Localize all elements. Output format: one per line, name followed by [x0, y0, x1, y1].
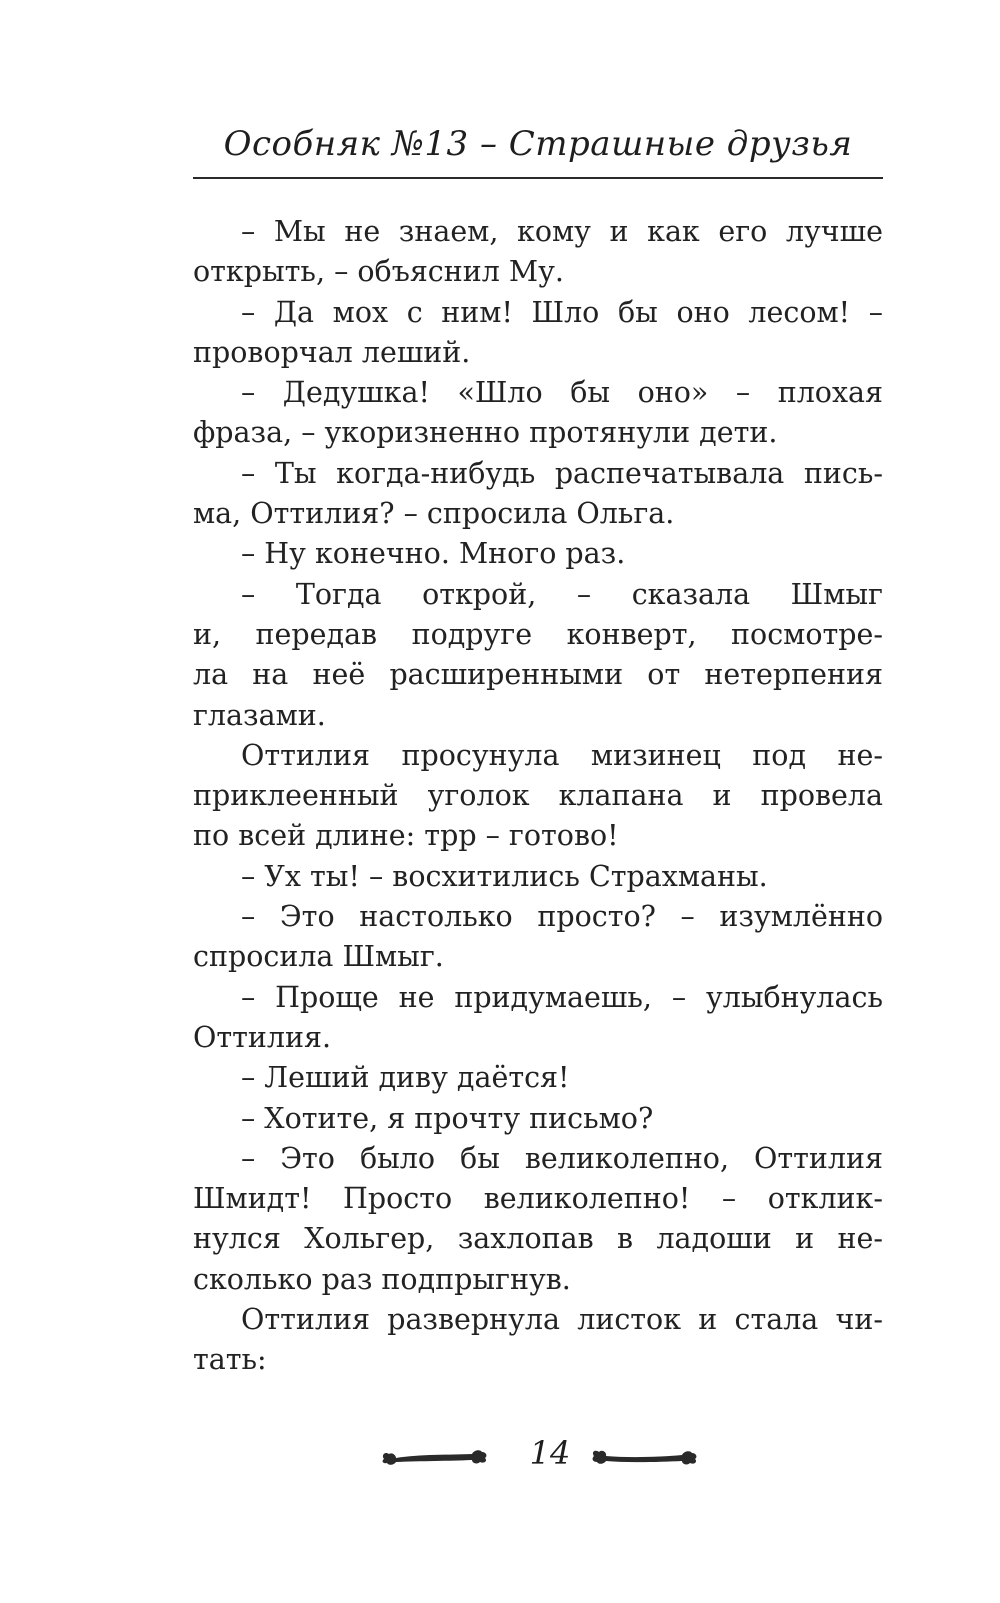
running-header-title: Особняк №13 – Страшные друзья [223, 124, 853, 164]
text-line: ма, Оттилия? – спросила Ольга. [193, 497, 675, 531]
running-header [193, 120, 883, 180]
text-line: по всей длине: трр – готово! [193, 819, 619, 853]
text-line: – Мы не знаем, кому и как его лучше [241, 215, 883, 248]
text-line: приклеенный уголок клапана и провела [193, 779, 883, 813]
text-line: ла на неё расширенными от нетерпения [193, 658, 883, 692]
text-line: – Проще не придумаешь, – улыбнулась [241, 980, 883, 1014]
text-line: – Это настолько просто? – изумлённо [241, 900, 883, 934]
text-line: фраза, – укоризненно протянули дети. [193, 416, 778, 450]
text-line: – Хотите, я прочту письмо? [241, 1101, 654, 1135]
text-line: Оттилия развернула листок и стала чи- [241, 1303, 883, 1337]
text-line: сколько раз подпрыгнув. [193, 1262, 571, 1296]
text-line: глазами. [193, 698, 326, 732]
text-line: проворчал леший. [193, 335, 471, 369]
text-line: Шмидт! Просто великолепно! – отклик- [193, 1182, 883, 1216]
bone-icon [380, 1446, 490, 1472]
header-rule [193, 177, 883, 179]
page-footer [380, 1432, 700, 1482]
text-line: Оттилия просунула мизинец под не- [241, 738, 883, 772]
body-text [193, 212, 883, 1381]
text-line: открыть, – объяснил Му. [193, 255, 564, 289]
text-line: Оттилия. [193, 1020, 332, 1054]
text-line: тать: [193, 1343, 267, 1377]
text-line: – Дедушка! «Шло бы оно» – плохая [241, 376, 883, 410]
text-line: спросила Шмыг. [193, 940, 444, 974]
text-line: и, передав подруге конверт, посмотре- [193, 617, 883, 651]
text-line: – Это было бы великолепно, Оттилия [241, 1141, 883, 1175]
text-line: – Да мох с ним! Шло бы оно лесом! – [241, 295, 883, 329]
text-line: нулся Хольгер, захлопав в ладоши и не- [193, 1222, 883, 1256]
page-number: 14 [529, 1434, 571, 1472]
text-line: – Ух ты! – восхитились Страхманы. [241, 859, 768, 893]
text-line: – Тогда открой, – сказала Шмыг [241, 577, 883, 611]
text-line: – Леший диву даётся! [241, 1061, 570, 1095]
text-line: – Ну конечно. Много раз. [241, 537, 626, 571]
bone-icon [590, 1446, 700, 1472]
text-line: – Ты когда-нибудь распечатывала пись- [241, 456, 883, 490]
